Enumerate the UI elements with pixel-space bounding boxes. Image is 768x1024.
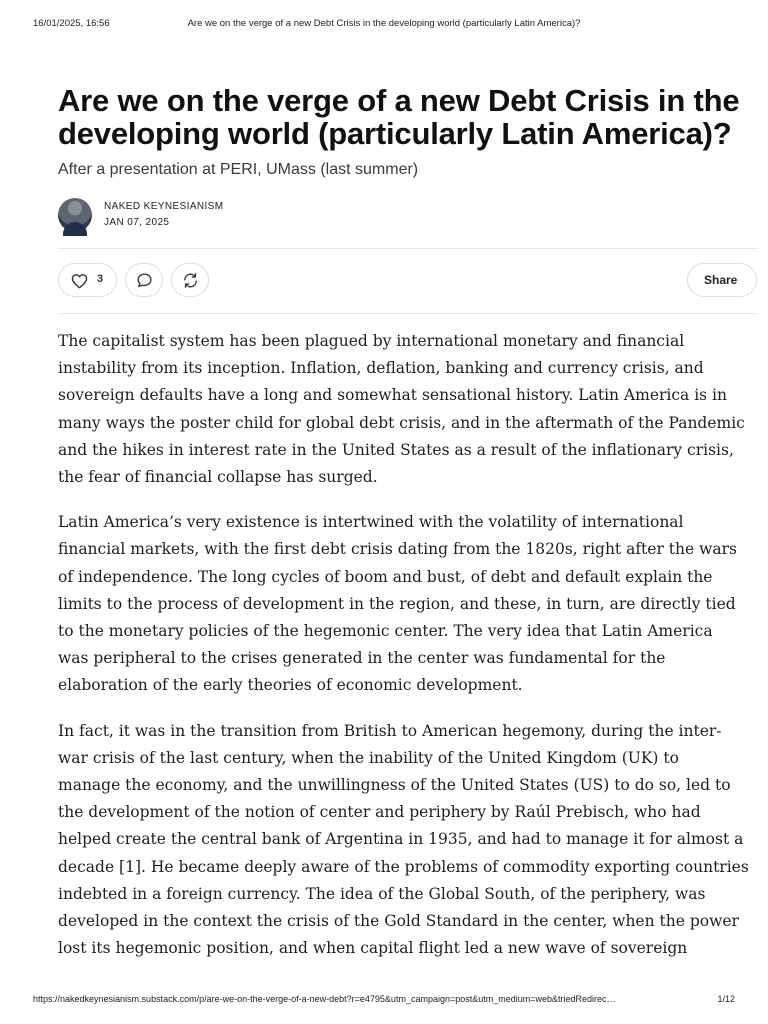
post-title — [58, 84, 758, 150]
paragraph-2 — [58, 509, 758, 699]
body-line: and the hikes in interest rate in the United States as a result of the inflationary crisis, — [58, 440, 734, 459]
body-line: was peripheral to the crises generated in the center was fundamental for the — [58, 649, 666, 668]
body-line: elaboration of the early theories of economic development. — [58, 676, 523, 695]
body-line: helped create the central bank of Argentina in 1935, and had to manage it for almost a — [58, 830, 744, 849]
comment-icon — [136, 272, 153, 289]
comment-button[interactable] — [125, 263, 163, 297]
post-title-line-2: developing world (particularly Latin America)? — [58, 116, 732, 151]
body-line: sovereign defaults have a long and somewhat sensational history. Latin America is in — [58, 386, 727, 405]
body-line: lost its hegemonic position, and when capital flight led a new wave of sovereign — [58, 939, 688, 958]
byline — [58, 198, 758, 232]
print-page-title: Are we on the verge of a new Debt Crisis in the developing world (particularly Latin America)? — [187, 18, 581, 29]
print-date: 16/01/2025, 16:56 — [33, 18, 110, 29]
restack-button[interactable] — [171, 263, 209, 297]
divider-bottom — [58, 313, 758, 314]
body-line: Latin America’s very existence is intertwined with the volatility of international — [58, 513, 684, 532]
print-footer — [33, 994, 735, 1008]
restack-icon — [182, 272, 199, 289]
post-actions — [58, 249, 758, 313]
paragraph-3 — [58, 718, 758, 963]
body-line: manage the economy, and the unwillingness of the United States (US) to do so, led to — [58, 776, 731, 795]
print-page-number: 1/12 — [717, 994, 735, 1004]
print-url: https://nakedkeynesianism.substack.com/p/are-we-on-the-verge-of-a-new-debt?r=e4795&utm_campaign=post&utm_medium=web&triedRedirec… — [33, 994, 616, 1004]
body-line: The capitalist system has been plagued by international monetary and financial — [58, 332, 685, 350]
body-line: war crisis of the last century, when the inability of the United Kingdom (UK) to — [58, 748, 679, 767]
body-line: the fear of financial collapse has surged. — [58, 468, 378, 487]
post-date: JAN 07, 2025 — [104, 217, 170, 228]
body-line: many ways the poster child for global debt crisis, and in the aftermath of the Pandemic — [58, 413, 745, 432]
body-line: the development of the notion of center and periphery by Raúl Prebisch, who had — [58, 803, 701, 822]
share-button[interactable] — [687, 263, 757, 297]
article-viewport — [58, 60, 749, 970]
body-line: developed in the context the crisis of the Gold Standard in the center, when the power — [58, 912, 739, 931]
post-subtitle: After a presentation at PERI, UMass (last summer) — [58, 161, 419, 178]
author-name[interactable]: NAKED KEYNESIANISM — [104, 201, 224, 212]
body-line: decade [1]. He became deeply aware of the problems of commodity exporting countries — [58, 857, 749, 876]
body-line: of independence. The long cycles of boom and bust, of debt and default explain the — [58, 567, 713, 586]
body-line: In fact, it was in the transition from British to American hegemony, during the inter- — [58, 721, 722, 740]
body-line: financial markets, with the first debt crisis dating from the 1820s, right after the wars — [58, 540, 737, 559]
body-line: to the monetary policies of the hegemonic center. The very idea that Latin America — [58, 622, 713, 641]
author-avatar[interactable] — [58, 198, 92, 232]
post-title-line-1: Are we on the verge of a new Debt Crisis in the — [58, 83, 740, 118]
body-line: limits to the process of development in the region, and these, in turn, are directly tied — [58, 594, 736, 613]
share-label: Share — [704, 273, 738, 287]
body-line: instability from its inception. Inflation, deflation, banking and currency crisis, and — [58, 359, 704, 378]
post-body — [58, 328, 758, 962]
print-header — [33, 18, 735, 32]
heart-icon — [71, 273, 88, 289]
like-count: 3 — [97, 273, 104, 285]
like-button[interactable] — [58, 263, 117, 297]
article — [58, 84, 758, 962]
paragraph-1 — [58, 328, 758, 491]
body-line: indebted in a foreign currency. The idea of the Global South, of the periphery, was — [58, 884, 706, 903]
